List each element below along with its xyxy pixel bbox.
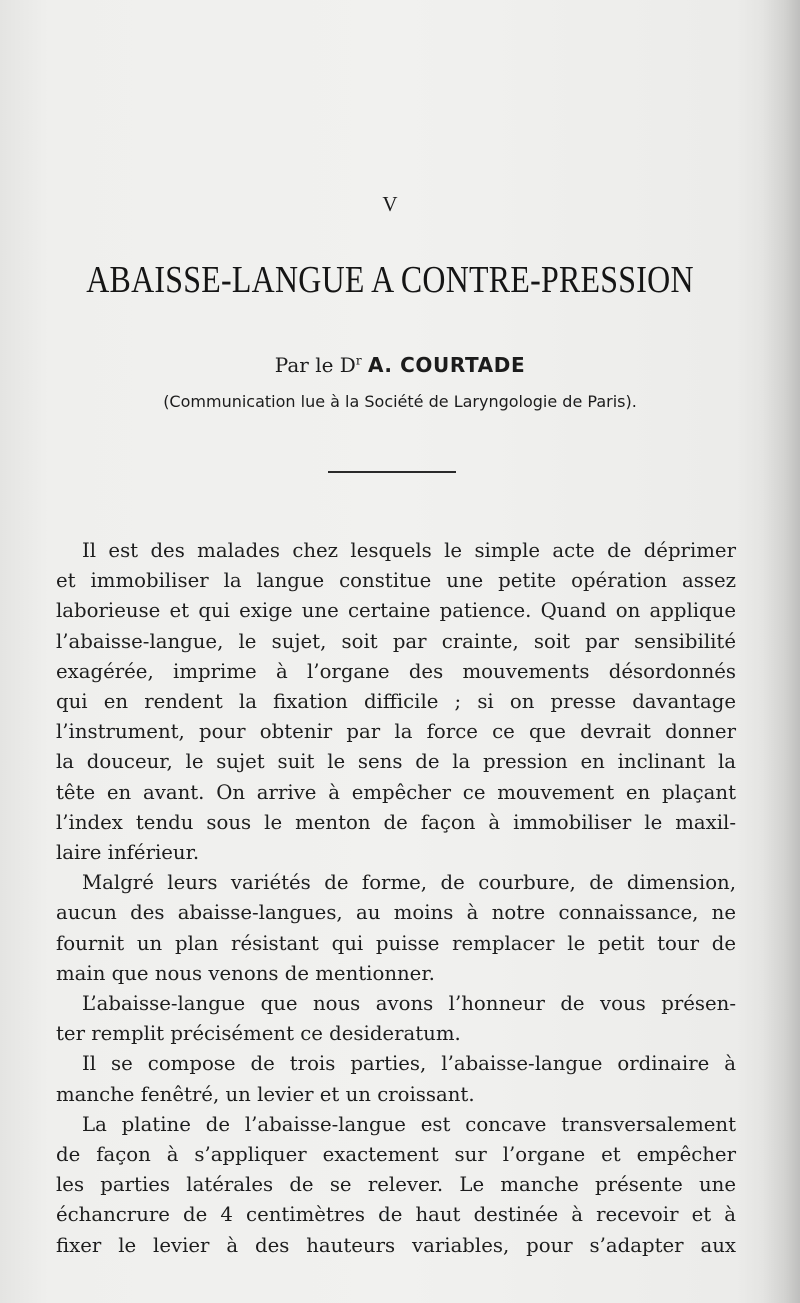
text-line: de façon à s’appliquer exactement sur l’organe et empêcher [56, 1143, 736, 1167]
separator-rule [328, 471, 456, 473]
text-line: manche fenêtré, un levier et un croissant. [56, 1082, 475, 1106]
text-line: Il se compose de trois parties, l’abaisse-langue ordinaire à [82, 1052, 736, 1076]
text-line: L’abaisse-langue que nous avons l’honneur de vous présen- [82, 992, 736, 1016]
text-line: aucun des abaisse-langues, au moins à notre connaissance, ne [56, 901, 736, 925]
text-line: les parties latérales de se relever. Le manche présente une [56, 1173, 736, 1197]
text-line: qui en rendent la fixation difficile ; si on presse davantage [56, 690, 736, 714]
body-text [56, 536, 736, 1261]
text-line: l’instrument, pour obtenir par la force ce que devrait donner [56, 720, 736, 744]
text-line: l’abaisse-langue, le sujet, soit par crainte, soit par sensibilité [56, 629, 736, 653]
text-line: ter remplit précisément ce desideratum. [56, 1022, 461, 1046]
author-title-sup: r [355, 353, 362, 368]
text-line: laborieuse et qui exige une certaine patience. Quand on applique [56, 599, 736, 623]
chapter-number: V [382, 192, 398, 216]
author-name: A. COURTADE [367, 353, 526, 377]
text-line: échancrure de 4 centimètres de haut destinée à recevoir et à [56, 1203, 736, 1227]
text-line: et immobiliser la langue constitue une petite opération assez [56, 569, 736, 593]
text-line: Il est des malades chez lesquels le simple acte de déprimer [82, 539, 736, 562]
communication-note: (Communication lue à la Société de Laryngologie de Paris). [163, 392, 637, 411]
text-line: tête en avant. On arrive à empêcher ce mouvement en plaçant [56, 780, 736, 804]
text-line: fixer le levier à des hauteurs variables, pour s’adapter aux [56, 1233, 736, 1257]
text-line: main que nous venons de mentionner. [56, 961, 435, 985]
text-line: laire inférieur. [56, 841, 200, 865]
text-line: l’index tendu sous le menton de façon à immobiliser le maxil- [56, 810, 736, 834]
text-line: la douceur, le sujet suit le sens de la pression en inclinant la [56, 750, 736, 774]
text-line: fournit un plan résistant qui puisse remplacer le petit tour de [56, 931, 736, 955]
text-line: exagérée, imprime à l’organe des mouvements désordonnés [56, 659, 736, 683]
text-line: La platine de l’abaisse-langue est concave transversalement [82, 1112, 736, 1136]
author-prefix: Par le D [274, 353, 356, 377]
chapter-title: ABAISSE-LANGUE A CONTRE-PRESSION [86, 259, 694, 301]
author-line [0, 353, 800, 377]
text-line: Malgré leurs variétés de forme, de courbure, de dimension, [82, 871, 736, 895]
